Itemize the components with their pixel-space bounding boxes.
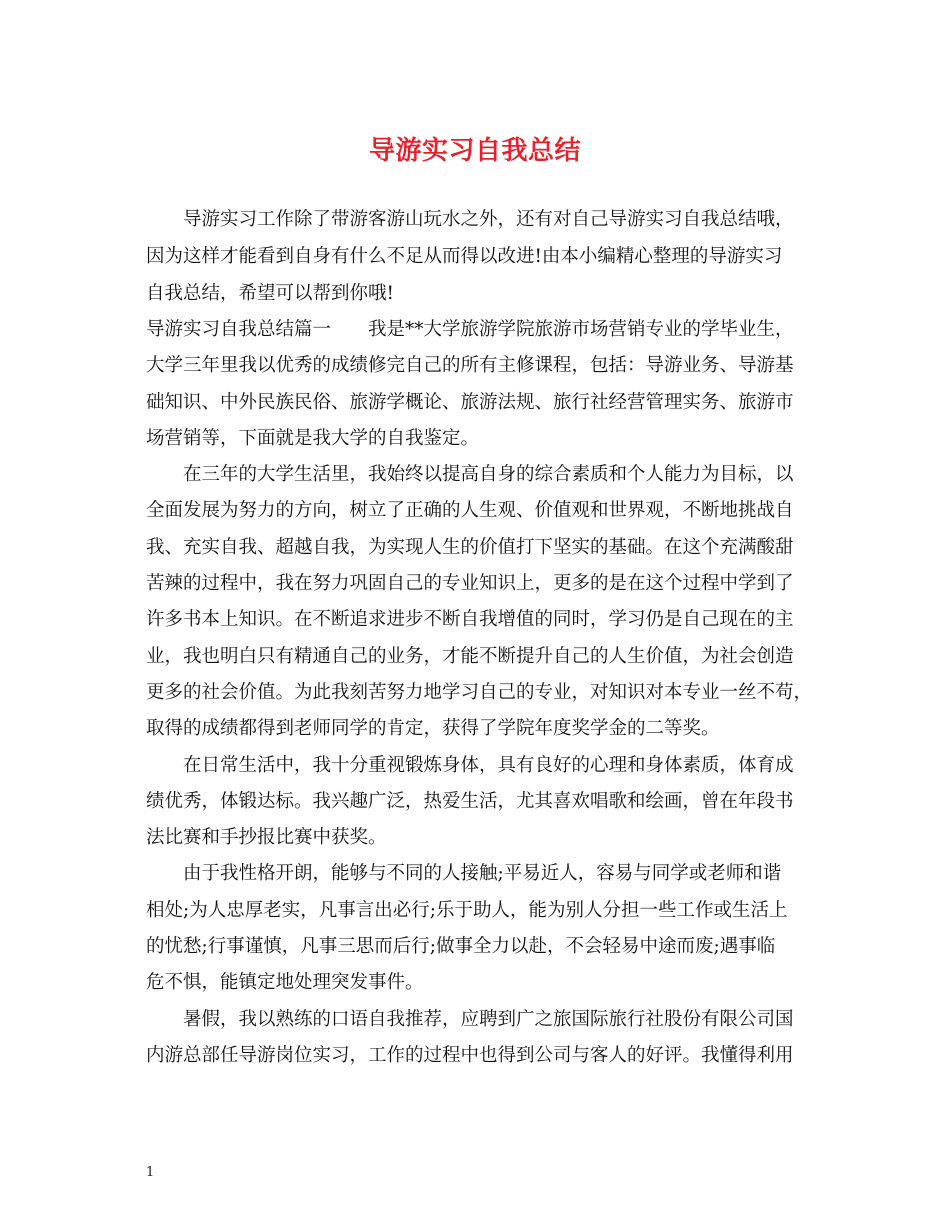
text-line: 自我总结，希望可以帮到你哦!	[146, 283, 394, 304]
document-title: 导游实习自我总结	[368, 136, 581, 166]
text-line: 业，我也明白只有精通自己的业务，才能不断提升自己的人生价值，为社会创造	[146, 646, 794, 667]
page-number: 1	[146, 1165, 155, 1180]
text-line: 我、充实自我、超越自我，为实现人生的价值打下坚实的基础。在这个充满酸甜	[146, 537, 794, 558]
text-line: 相处;为人忠厚老实，凡事言出必行;乐于助人，能为别人分担一些工作或生活上	[146, 900, 788, 921]
text-line: 大学三年里我以优秀的成绩修完自己的所有主修课程，包括：导游业务、导游基	[146, 355, 794, 376]
text-line: 在日常生活中，我十分重视锻炼身体，具有良好的心理和身体素质，体育成	[183, 755, 794, 776]
section-heading-line: 导游实习自我总结篇一 我是**大学旅游学院旅游市场营销专业的学毕业生，	[146, 319, 794, 340]
text-line: 苦辣的过程中，我在努力巩固自己的专业知识上，更多的是在这个过程中学到了	[146, 573, 794, 594]
text-line: 许多书本上知识。在不断追求进步不断自我增值的同时，学习仍是自己现在的主	[146, 609, 794, 630]
text-line: 的忧愁;行事谨慎，凡事三思而后行;做事全力以赴，不会轻易中途而废;遇事临	[146, 936, 776, 957]
text-line: 法比赛和手抄报比赛中获奖。	[146, 827, 387, 848]
text-line: 场营销等，下面就是我大学的自我鉴定。	[146, 428, 480, 449]
text-line: 础知识、中外民族民俗、旅游学概论、旅游法规、旅行社经营管理实务、旅游市	[146, 392, 794, 413]
text-line: 绩优秀，体锻达标。我兴趣广泛，热爱生活，尤其喜欢唱歌和绘画，曾在年段书	[146, 791, 794, 812]
text-line: 因为这样才能看到自身有什么不足从而得以改进!由本小编精心整理的导游实习	[146, 246, 783, 267]
text-line: 更多的社会价值。为此我刻苦努力地学习自己的专业，对知识对本专业一丝不苟，	[146, 682, 813, 703]
text-line: 在三年的大学生活里，我始终以提高自身的综合素质和个人能力为目标，以	[183, 464, 794, 485]
text-line: 取得的成绩都得到老师同学的肯定，获得了学院年度奖学金的二等奖。	[146, 718, 720, 739]
text-line: 由于我性格开朗，能够与不同的人接触;平易近人，容易与同学或老师和谐	[183, 863, 782, 884]
text-line: 内游总部任导游岗位实习，工作的过程中也得到公司与客人的好评。我懂得利用	[146, 1045, 794, 1066]
text-line: 暑假，我以熟练的口语自我推荐，应聘到广之旅国际旅行社股份有限公司国	[183, 1009, 794, 1030]
text-line: 危不惧，能镇定地处理突发事件。	[146, 972, 424, 993]
text-line: 导游实习工作除了带游客游山玩水之外，还有对自己导游实习自我总结哦，	[183, 209, 794, 230]
text-line: 全面发展为努力的方向，树立了正确的人生观、价值观和世界观，不断地挑战自	[146, 500, 794, 521]
